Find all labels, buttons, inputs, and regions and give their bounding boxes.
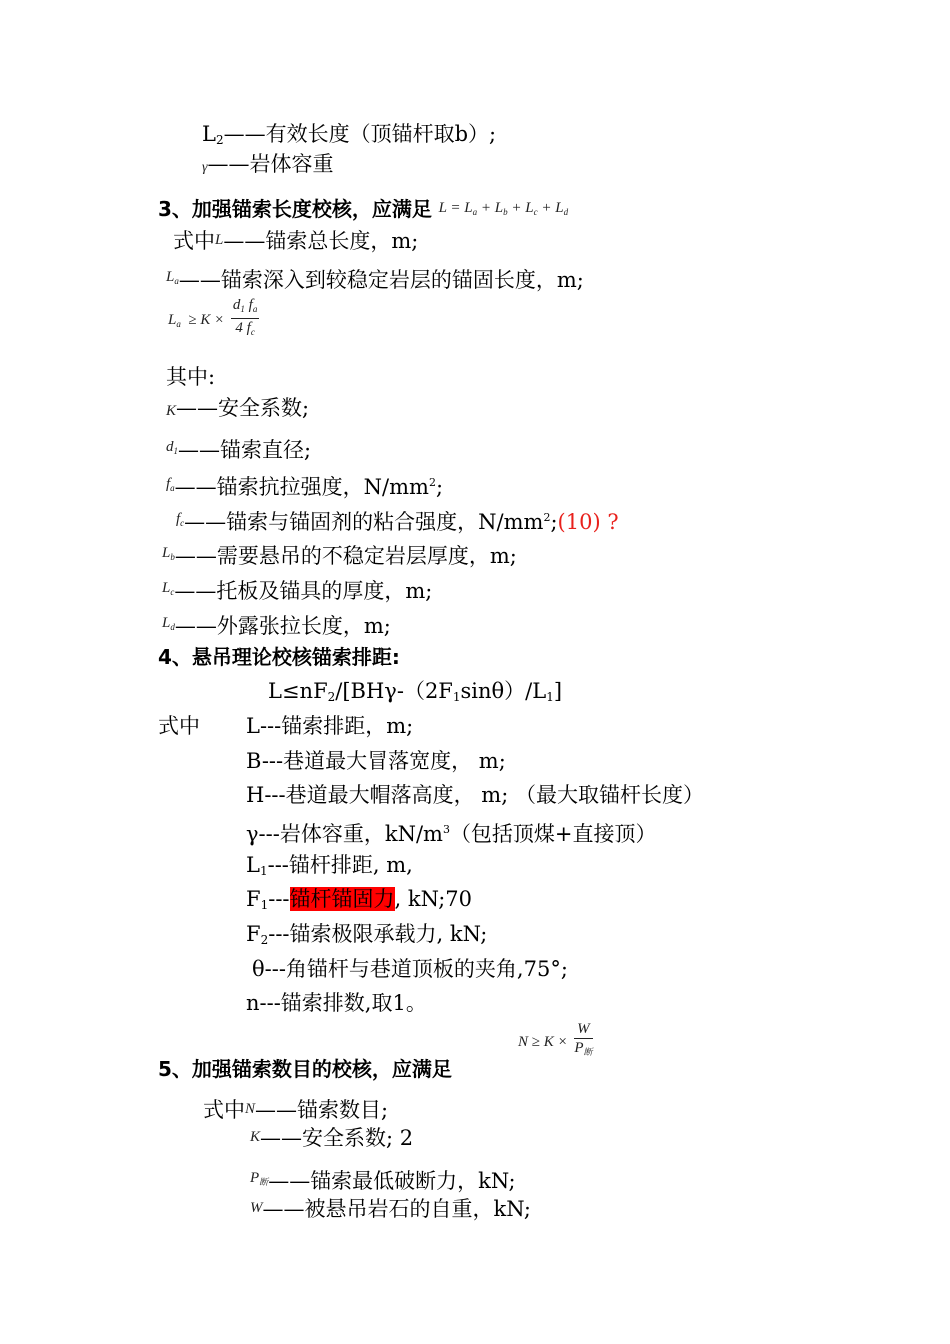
L-line	[173, 227, 418, 254]
l2-symbol: $L_2$	[202, 122, 224, 147]
N-desc: ——锚索数目;	[255, 1098, 389, 1122]
fc-desc: ——锚索与锚固剂的粘合强度，N/mm	[184, 510, 544, 534]
row-theta: θ---角锚杆与巷道顶板的夹角,75°;	[252, 957, 568, 981]
fa-line: $^{f_a}$——锚索抗拉强度，$N/mm^2$;	[166, 475, 444, 499]
K2-symbol: K	[250, 1129, 261, 1145]
count-inequality: N ≥ K ×	[518, 1034, 568, 1050]
fa-desc: ——锚索抗拉强度，N/mm	[174, 475, 429, 499]
count-fraction: $\frac{W}{P_断}$	[574, 1021, 593, 1057]
d1-symbol: d1	[166, 439, 178, 456]
La-inequality: $L_a \ge K$ ×	[168, 312, 225, 329]
La-symbol: La	[166, 269, 179, 286]
fc-note: (10) ?	[557, 510, 619, 534]
fc-symbol: fc	[176, 511, 185, 528]
Lb-line	[162, 540, 517, 570]
d1-line	[166, 434, 311, 464]
La-desc: ——锚索深入到较稳定岩层的锚固长度，m;	[178, 268, 584, 292]
W-desc: ——被悬吊岩石的自重，kN;	[262, 1197, 531, 1221]
K-line	[166, 395, 309, 424]
fc-line: $^{f_c}$——锚索与锚固剂的粘合强度，$N/mm^2;(10)$ ?	[176, 510, 619, 534]
row-gamma-text: γ---岩体容重，kN/m	[246, 822, 443, 846]
gamma-desc: ——岩体容重	[207, 152, 334, 176]
K-symbol: K	[166, 403, 177, 419]
row-gamma-tail: （包括顶煤+直接顶）	[449, 822, 657, 846]
W-line	[250, 1195, 531, 1222]
s5-intro: 式中	[203, 1098, 245, 1122]
La-fraction: $\frac{d_1 f_a}{4 f_c}$	[232, 297, 258, 337]
row-F2: $F_2---$锚索极限承载力, kN;	[246, 922, 488, 947]
Pd-desc: ——锚索最低破断力，kN;	[268, 1169, 516, 1193]
La-line	[166, 264, 584, 294]
La-formula	[168, 296, 259, 342]
section-4-title: 4、悬吊理论校核锚索排距:	[158, 645, 400, 669]
K-desc: ——安全系数;	[176, 396, 310, 420]
row-F1-dash: ---	[268, 887, 290, 911]
L-symbol: L	[215, 232, 224, 248]
row-L1-tail: ---锚杆排距, m,	[267, 853, 413, 877]
W-symbol: W	[250, 1200, 263, 1216]
l2-desc: ——有效长度（顶锚杆取b）;	[223, 122, 497, 146]
L-desc: ——锚索总长度，m;	[223, 229, 419, 253]
Pd-symbol: P断	[250, 1170, 269, 1187]
Lb-desc: ——需要悬吊的不稳定岩层厚度，m;	[174, 544, 517, 568]
gamma-symbol: γ	[202, 160, 208, 175]
qizhong-label: 其中:	[166, 365, 216, 389]
K2-line	[250, 1124, 413, 1151]
length-formula: $L = L_a + L_b + L_c + L_d$	[438, 200, 569, 217]
row-F1-highlight: 锚杆锚固力	[289, 887, 395, 911]
row-gamma: γ---岩体容重，$kN/m^3$（包括顶煤+直接顶）	[246, 822, 657, 846]
K2-desc: ——安全系数; 2	[260, 1126, 414, 1150]
l2-line	[202, 121, 496, 153]
Ld-line	[162, 610, 391, 640]
Lc-desc: ——托板及锚具的厚度，m;	[174, 579, 433, 603]
Pd-line	[250, 1165, 516, 1195]
row-B: B---巷道最大冒落宽度， m;	[246, 749, 506, 773]
N-line	[203, 1096, 388, 1123]
d1-desc: ——锚索直径;	[178, 438, 312, 462]
N-symbol: N	[245, 1101, 256, 1117]
Lb-symbol: Lb	[162, 545, 175, 562]
row-F2-tail: ---锚索极限承载力, kN;	[268, 922, 488, 946]
Lc-line	[162, 575, 432, 605]
row-L: L---锚索排距，m;	[246, 714, 414, 738]
Lc-symbol: Lc	[162, 580, 175, 597]
section-3-title: 3、加强锚索长度校核，应满足	[158, 197, 432, 221]
s4-intro: 式中	[158, 714, 200, 738]
fa-symbol: fa	[166, 476, 175, 493]
row-L1: $L_1---$锚杆排距, m,	[246, 853, 413, 878]
Ld-symbol: Ld	[162, 615, 175, 632]
section-5-title: 5、加强锚索数目的校核，应满足	[158, 1057, 452, 1081]
spacing-formula: $L\le nF_2/[BH\gamma-(2F_1\sin\theta)/L_1]$	[268, 679, 563, 704]
count-formula	[518, 1020, 593, 1061]
section-3-heading	[158, 195, 568, 225]
row-n: n---锚索排数,取1。	[246, 991, 427, 1015]
row-F1: $F_1---$锚杆锚固力, kN;70	[246, 887, 473, 912]
Ld-desc: ——外露张拉长度，m;	[174, 614, 391, 638]
row-F1-tail: , kN;70	[394, 887, 473, 911]
shizhong-label: 式中	[173, 229, 215, 253]
row-H: H---巷道最大帽落高度， m; （最大取锚杆长度）	[246, 783, 704, 807]
gamma-line	[202, 151, 334, 181]
